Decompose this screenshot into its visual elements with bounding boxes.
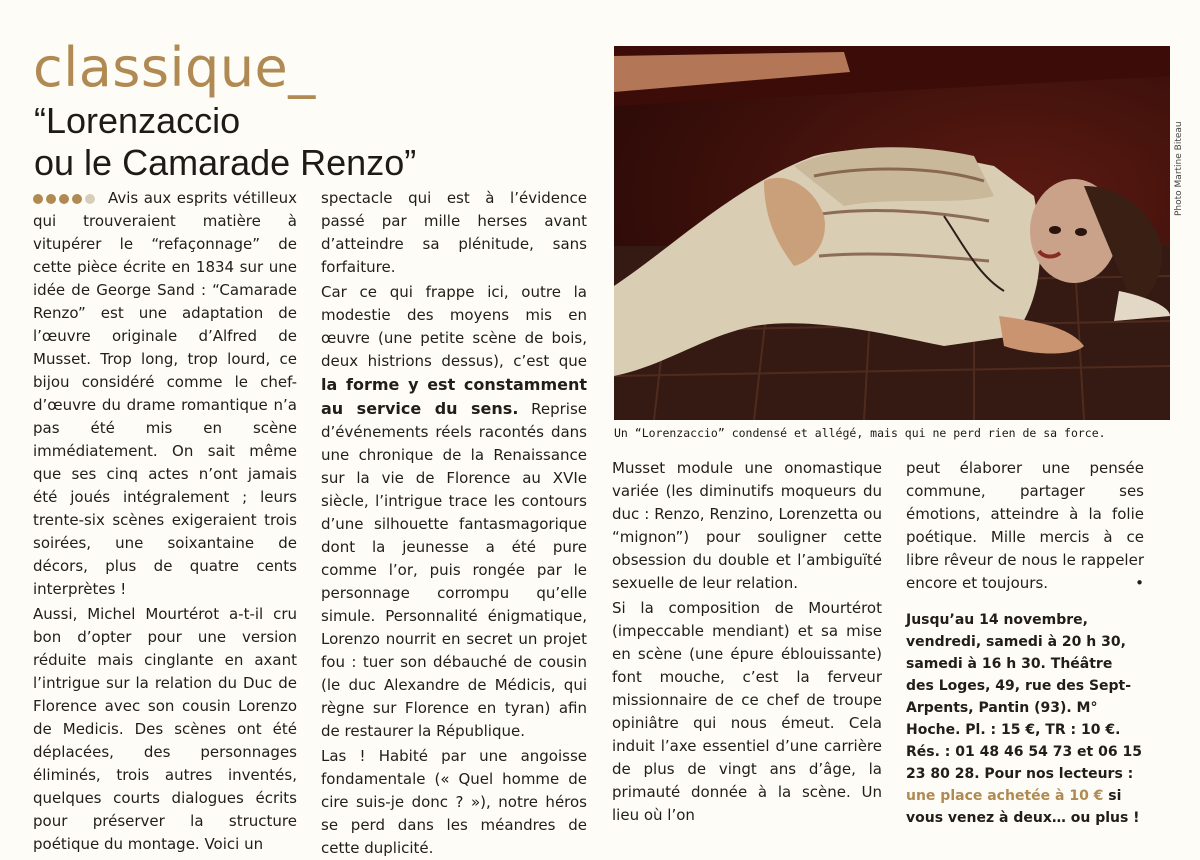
- practical-venue: Théâtre des Loges, 49, rue des Sept-Arpents, Pantin (93). M° Hoche.: [906, 656, 1132, 738]
- paragraph-text: Reprise d’événements réels racontés dans une chronique de la Renaissance sur la vie de Florence au XVIe siècle, l’intrigue trace les contours d’une silhouette fantasmagorique dont la jeunesse a été pure comme l’or, puis rongée par le personnage corrompu qu’elle simule. Personnalité énigmatique, Lorenzo nourrit en secret un projet fou : tuer son débauché de cousin (le duc Alexandre de Médicis, qui règne sur Florence en tyran) afin de restaurer la République.: [321, 400, 587, 740]
- paragraph: Las ! Habité par une angoisse fondamentale (« Quel homme de cire suis-je donc ? »), notre héros se perd dans les méandres de cette duplicité.: [321, 747, 587, 857]
- paragraph: [906, 457, 1144, 595]
- article-title-line-2: ou le Camarade Renzo”: [34, 142, 417, 183]
- text-column-2: [321, 187, 587, 860]
- rating-dot-empty: [85, 194, 95, 204]
- reader-offer-condition: si vous venez à deux… ou plus !: [906, 788, 1140, 826]
- article-title: [34, 100, 594, 184]
- text-column-4: [906, 457, 1144, 829]
- paragraph: Aussi, Michel Mourtérot a-t-il cru bon d’opter pour une version réduite mais cinglante en axant l’intrigue sur la relation du Duc de Florence avec son cousin Lorenzo de Medicis. Des scènes ont été déplacées, des personnages éliminés, trois autres inventés, quelques courts dialogues écrits pour préserver la structure poétique du montage. Voici un: [33, 605, 297, 853]
- paragraph: [321, 281, 587, 743]
- photo-caption: Un “Lorenzaccio” condensé et allégé, mais qui ne perd rien de sa force.: [614, 426, 1106, 440]
- paragraph: [33, 187, 297, 601]
- rating-dots: [33, 187, 98, 210]
- photo-credit: Photo Martine Biteau: [1174, 121, 1184, 216]
- text-column-3: [612, 457, 882, 827]
- paragraph: spectacle qui est à l’évidence passé par mille herses avant d’atteindre sa plénitude, sans forfaiture.: [321, 189, 587, 276]
- practical-info: [906, 609, 1144, 829]
- text-column-1: [33, 187, 297, 856]
- practical-prices: Pl. : 15 €, TR : 10 €. Rés. : 01 48 46 54 73 et 06 15 23 80 28.: [906, 722, 1142, 782]
- highlight-text: la forme y est constamment au service du sens.: [321, 375, 587, 418]
- reader-offer-label: Pour nos lecteurs :: [984, 766, 1134, 782]
- paragraph-text: Car ce qui frappe ici, outre la modestie des moyens mis en œuvre (une petite scène de bois, deux histrions dessus), c’est que: [321, 283, 587, 370]
- end-of-article-mark: •: [1135, 574, 1144, 592]
- paragraph-text: peut élaborer une pensée commune, partager ses émotions, atteindre à la folie poétique. Mille mercis à ce libre rêveur de nous le rappeler encore et toujours.: [906, 459, 1144, 592]
- actor-lying-illustration: [614, 46, 1170, 420]
- paragraph: Si la composition de Mourtérot (impeccable mendiant) et sa mise en scène (une épure éblouissante) font mouche, c’est la ferveur missionnaire de ce chef de troupe opiniâtre qui nous émeut. Cela induit l’axe essentiel d’une carrière de plus de vingt ans d’âge, la primauté donnée à la scène. Un lieu où l’on: [612, 599, 882, 824]
- paragraph: Musset module une onomastique variée (les diminutifs moqueurs du duc : Renzo, Renzino, Lorenzetta ou “mignon”) pour souligner cette obsession du double et l’ambiguïté sexuelle de leur relation.: [612, 459, 882, 592]
- practical-dates: Jusqu’au 14 novembre, vendredi, samedi à 20 h 30, samedi à 16 h 30.: [906, 612, 1126, 672]
- paragraph-text: Avis aux esprits vétilleux qui trouveraient matière à vitupérer le “refaçonnage” de cette pièce écrite en 1834 sur une idée de George Sand : “Camarade Renzo” est une adaptation de l’œuvre originale d’Alfred de Musset. Trop long, trop lourd, ce bijou considéré comme le chef-d’œuvre du drame romantique n’a pas été mis en scène immédiatement. On sait même que ses cinq actes n’ont jamais été joués intégralement ; leurs trente-six scènes exigeraient trois soirées, une soixantaine de décors, plus de quatre cents interprètes !: [33, 189, 297, 598]
- rating-dot-filled: [46, 194, 56, 204]
- reader-offer-highlight: une place achetée à 10 €: [906, 788, 1104, 804]
- stage-photo: [614, 46, 1170, 420]
- article-title-line-1: “Lorenzaccio: [34, 100, 241, 141]
- rating-dot-filled: [59, 194, 69, 204]
- section-kicker: classique_: [33, 36, 316, 99]
- rating-dot-filled: [72, 194, 82, 204]
- rating-dot-filled: [33, 194, 43, 204]
